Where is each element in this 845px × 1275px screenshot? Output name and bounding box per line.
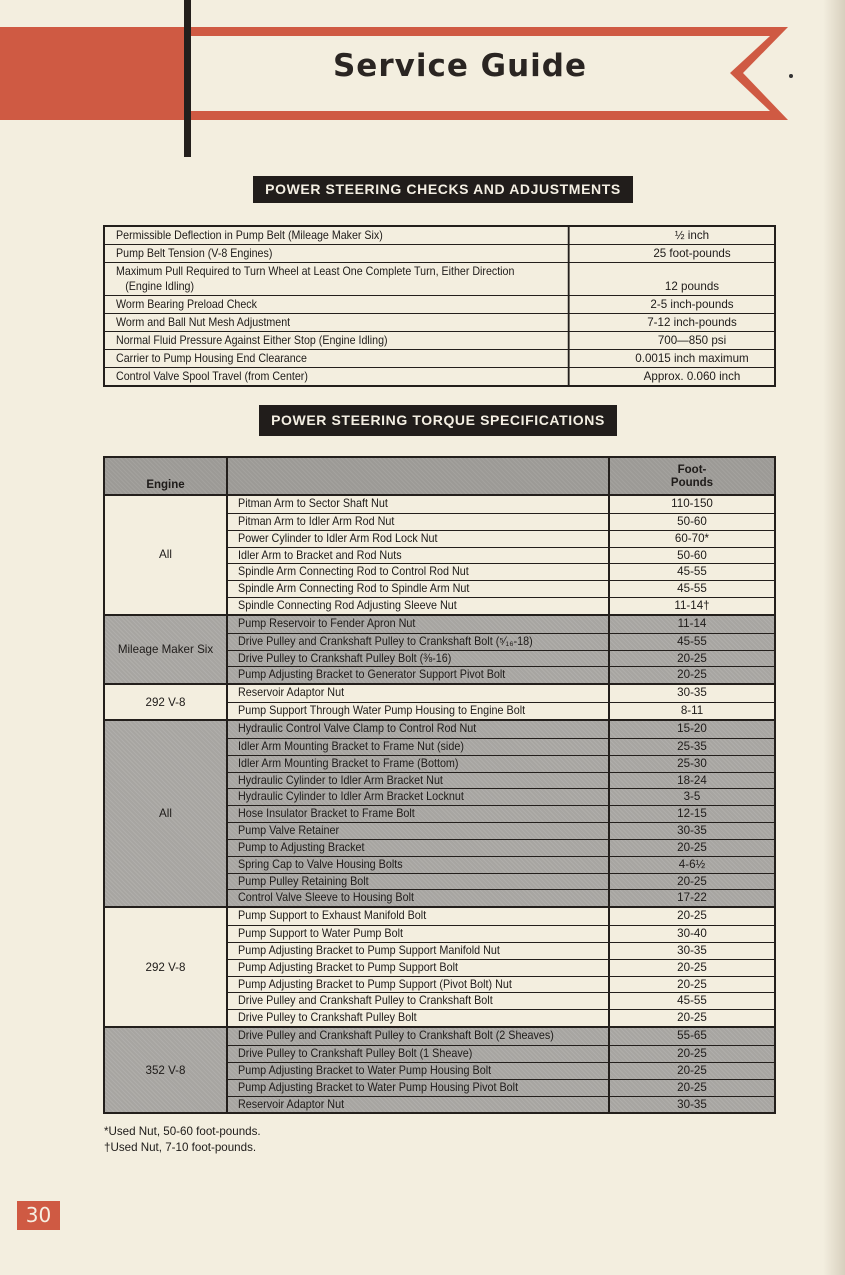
torque-row <box>228 616 774 633</box>
header-vertical-rule <box>184 0 191 157</box>
checks-row-label <box>105 350 570 367</box>
torque-row <box>228 1028 774 1045</box>
torque-row <box>228 1079 774 1096</box>
torque-item <box>228 634 610 650</box>
torque-item <box>228 598 610 614</box>
ink-dot <box>789 74 793 78</box>
torque-item-text: Idler Arm to Bracket and Rod Nuts <box>238 548 402 562</box>
torque-value: 3-5 <box>683 790 701 804</box>
torque-value: 30-35 <box>677 1097 707 1111</box>
torque-item-text: Idler Arm Mounting Bracket to Frame (Bottom) <box>238 756 459 770</box>
checks-row <box>105 244 774 262</box>
torque-value: 50-60 <box>677 548 707 562</box>
torque-value: 20-25 <box>677 909 707 923</box>
torque-item-text: Spring Cap to Valve Housing Bolts <box>238 857 403 871</box>
torque-item-text: Pump Adjusting Bracket to Generator Support Pivot Bolt <box>238 668 506 682</box>
checks-row-value: 700—850 psi <box>657 334 727 347</box>
torque-item-text: Spindle Arm Connecting Rod to Control Rod Nut <box>238 565 469 579</box>
torque-table <box>103 456 776 1114</box>
torque-value: 18-24 <box>677 773 707 787</box>
checks-label-text: Normal Fluid Pressure Against Either Stop (Engine Idling) <box>116 334 388 347</box>
torque-value: 30-40 <box>677 927 707 941</box>
col-ft-line1: Foot- <box>677 464 707 476</box>
col-description-header <box>228 458 610 494</box>
torque-item-text: Pump Support to Water Pump Bolt <box>238 927 404 941</box>
torque-row <box>228 1045 774 1062</box>
torque-value: 25-35 <box>677 739 707 753</box>
checks-row <box>105 227 774 244</box>
page-title: Service Guide <box>332 48 588 84</box>
engine-group <box>105 719 774 906</box>
checks-row-value: 0.0015 inch maximum <box>635 352 749 365</box>
torque-row <box>228 856 774 873</box>
torque-item <box>228 1046 610 1062</box>
checks-row-label <box>105 227 570 244</box>
checks-row-label <box>105 314 570 331</box>
torque-item <box>228 773 610 789</box>
torque-item-text: Hydraulic Control Valve Clamp to Control Rod Nut <box>238 721 477 735</box>
torque-value: 45-55 <box>677 565 707 579</box>
torque-row <box>228 1096 774 1113</box>
torque-item <box>228 943 610 959</box>
checks-row-label <box>105 245 570 262</box>
torque-item <box>228 874 610 890</box>
checks-row-value: 2-5 inch-pounds <box>650 298 734 311</box>
torque-value: 25-30 <box>677 756 707 770</box>
torque-row <box>228 513 774 530</box>
engine-group <box>105 614 774 683</box>
torque-item-text: Pump to Adjusting Bracket <box>238 840 365 854</box>
torque-value: 20-25 <box>677 840 707 854</box>
torque-item-text: Spindle Connecting Rod Adjusting Sleeve Nut <box>238 599 457 613</box>
torque-item <box>228 514 610 530</box>
torque-table-body <box>105 496 774 1112</box>
torque-item <box>228 1097 610 1113</box>
torque-value: 11-14 <box>677 616 707 630</box>
engine-group <box>105 683 774 719</box>
torque-item-text: Reservoir Adaptor Nut <box>238 686 345 700</box>
torque-row <box>228 959 774 976</box>
torque-item-text: Pump Adjusting Bracket to Water Pump Housing Bolt <box>238 1063 492 1077</box>
engine-label: All <box>105 496 228 614</box>
footnote-dagger: †Used Nut, 7-10 foot-pounds. <box>104 1141 257 1154</box>
torque-item <box>228 1080 610 1096</box>
torque-item <box>228 564 610 580</box>
checks-row-label <box>105 263 570 295</box>
torque-value: 55-65 <box>677 1029 707 1043</box>
torque-value: 12-15 <box>677 807 707 821</box>
torque-row <box>228 873 774 890</box>
footnotes <box>104 1124 261 1156</box>
torque-row <box>228 772 774 789</box>
checks-row <box>105 331 774 349</box>
torque-item-text: Pump Adjusting Bracket to Water Pump Housing Pivot Bolt <box>238 1080 519 1094</box>
checks-row-value: Approx. 0.060 inch <box>643 370 741 383</box>
torque-item-text: Pump Pulley Retaining Bolt <box>238 874 369 888</box>
torque-row <box>228 908 774 925</box>
torque-value: 60-70* <box>674 531 710 545</box>
banner-accent-left <box>0 27 188 120</box>
torque-item-text: Pump Adjusting Bracket to Pump Support (Pivot Bolt) Nut <box>238 977 512 991</box>
torque-value: 30-35 <box>677 943 707 957</box>
checks-label-text: Pump Belt Tension (V-8 Engines) <box>116 247 273 260</box>
torque-item-text: Pitman Arm to Idler Arm Rod Nut <box>238 514 395 528</box>
torque-item-text: Power Cylinder to Idler Arm Rod Lock Nut <box>238 531 438 545</box>
torque-item <box>228 685 610 702</box>
torque-item <box>228 651 610 667</box>
col-foot-pounds-header <box>610 458 774 494</box>
page-number: 30 <box>17 1201 60 1230</box>
torque-item-text: Pump Reservoir to Fender Apron Nut <box>238 616 416 630</box>
torque-item <box>228 977 610 993</box>
torque-value: 20-25 <box>677 1063 707 1077</box>
torque-row <box>228 755 774 772</box>
torque-item-text: Drive Pulley to Crankshaft Pulley Bolt (1 Sheave) <box>238 1047 473 1060</box>
torque-item-text: Hose Insulator Bracket to Frame Bolt <box>238 807 415 821</box>
engine-label: 292 V-8 <box>105 908 228 1026</box>
torque-row <box>228 580 774 597</box>
torque-item-text: Drive Pulley to Crankshaft Pulley Bolt (⅜-16) <box>238 651 452 665</box>
torque-value: 20-25 <box>677 1080 707 1094</box>
torque-value: 45-55 <box>677 582 707 596</box>
torque-value: 30-35 <box>677 686 707 700</box>
torque-heading: POWER STEERING TORQUE SPECIFICATIONS <box>259 405 617 436</box>
torque-value: 45-55 <box>677 634 707 648</box>
torque-item-text: Drive Pulley and Crankshaft Pulley to Crankshaft Bolt (⁵⁄₁₆-18) <box>238 634 533 648</box>
engine-label: 352 V-8 <box>105 1028 228 1112</box>
checks-row <box>105 349 774 367</box>
torque-item <box>228 993 610 1009</box>
torque-item-text: Pump Adjusting Bracket to Pump Support Manifold Nut <box>238 943 500 957</box>
checks-label-text: Control Valve Spool Travel (from Center) <box>116 370 308 383</box>
torque-table-header <box>105 458 774 496</box>
torque-value: 20-25 <box>677 1047 707 1060</box>
torque-item <box>228 756 610 772</box>
engine-group <box>105 1026 774 1112</box>
torque-item <box>228 703 610 719</box>
checks-row-value: 12 pounds <box>664 280 720 293</box>
torque-value: 11-14† <box>674 599 710 613</box>
torque-item <box>228 667 610 683</box>
torque-row <box>228 992 774 1009</box>
checks-row <box>105 313 774 331</box>
torque-value: 8-11 <box>680 704 704 718</box>
torque-item <box>228 926 610 942</box>
checks-table <box>103 225 776 387</box>
checks-row <box>105 367 774 385</box>
engine-label: Mileage Maker Six <box>105 616 228 683</box>
engine-group <box>105 496 774 614</box>
torque-row <box>228 788 774 805</box>
torque-item <box>228 789 610 805</box>
torque-item <box>228 857 610 873</box>
torque-item <box>228 890 610 906</box>
checks-row <box>105 262 774 295</box>
torque-item <box>228 721 610 738</box>
torque-value: 45-55 <box>677 994 707 1008</box>
torque-value: 110-150 <box>671 497 713 510</box>
checks-row-value: 7-12 inch-pounds <box>647 316 737 329</box>
torque-item <box>228 806 610 822</box>
checks-label-text: Worm Bearing Preload Check <box>116 298 257 311</box>
torque-row <box>228 547 774 564</box>
torque-row <box>228 702 774 719</box>
torque-item-text: Spindle Arm Connecting Rod to Spindle Arm Nut <box>238 582 470 596</box>
engine-group <box>105 906 774 1026</box>
torque-value: 17-22 <box>677 891 707 905</box>
torque-value: 50-60 <box>677 514 707 528</box>
torque-value: 20-25 <box>677 651 707 665</box>
torque-item <box>228 1010 610 1026</box>
checks-row-label <box>105 368 570 385</box>
checks-label-text: Worm and Ball Nut Mesh Adjustment <box>116 316 291 329</box>
col-engine-header: Engine <box>105 458 228 494</box>
torque-row <box>228 889 774 906</box>
torque-item-text: Drive Pulley and Crankshaft Pulley to Crankshaft Bolt <box>238 994 493 1008</box>
torque-row <box>228 530 774 547</box>
torque-item-text: Hydraulic Cylinder to Idler Arm Bracket Locknut <box>238 790 464 804</box>
checks-label-text: Permissible Deflection in Pump Belt (Mileage Maker Six) <box>116 229 383 242</box>
torque-row <box>228 1062 774 1079</box>
torque-value: 4-6½ <box>678 857 706 871</box>
torque-item-text: Pump Support Through Water Pump Housing to Engine Bolt <box>238 704 526 718</box>
torque-item-text: Hydraulic Cylinder to Idler Arm Bracket Nut <box>238 773 443 787</box>
torque-item <box>228 1063 610 1079</box>
torque-item <box>228 960 610 976</box>
checks-row-value: 25 foot-pounds <box>653 247 731 260</box>
torque-item <box>228 531 610 547</box>
torque-row <box>228 805 774 822</box>
torque-row <box>228 942 774 959</box>
torque-row <box>228 666 774 683</box>
checks-label-text-cont: (Engine Idling) <box>125 280 195 293</box>
torque-value: 30-35 <box>677 824 707 838</box>
torque-item <box>228 840 610 856</box>
torque-value: 20-25 <box>677 1011 707 1025</box>
torque-row <box>228 597 774 614</box>
checks-label-text: Maximum Pull Required to Turn Wheel at Least One Complete Turn, Either Direction <box>116 265 515 278</box>
torque-row <box>228 839 774 856</box>
torque-row <box>228 685 774 702</box>
checks-row-label <box>105 296 570 313</box>
torque-item <box>228 823 610 839</box>
torque-item-text: Reservoir Adaptor Nut <box>238 1097 345 1111</box>
col-ft-line2: Pounds <box>670 477 714 489</box>
footnote-asterisk: *Used Nut, 50-60 foot-pounds. <box>104 1125 261 1138</box>
checks-label-text: Carrier to Pump Housing End Clearance <box>116 352 307 365</box>
page-edge-shadow <box>823 0 845 1275</box>
checks-row <box>105 295 774 313</box>
engine-label: All <box>105 721 228 906</box>
torque-row <box>228 976 774 993</box>
engine-label: 292 V-8 <box>105 685 228 719</box>
torque-row <box>228 738 774 755</box>
torque-row <box>228 925 774 942</box>
checks-heading: POWER STEERING CHECKS AND ADJUSTMENTS <box>253 176 633 203</box>
torque-value: 15-20 <box>677 721 707 735</box>
torque-value: 20-25 <box>677 977 707 991</box>
checks-row-label <box>105 332 570 349</box>
torque-item-text: Control Valve Sleeve to Housing Bolt <box>238 891 415 905</box>
torque-item-text: Pump Support to Exhaust Manifold Bolt <box>238 909 427 923</box>
torque-item-text: Drive Pulley to Crankshaft Pulley Bolt <box>238 1011 417 1025</box>
torque-row <box>228 650 774 667</box>
torque-item <box>228 496 610 513</box>
torque-item <box>228 739 610 755</box>
torque-row <box>228 822 774 839</box>
torque-item <box>228 581 610 597</box>
torque-item-text: Drive Pulley and Crankshaft Pulley to Crankshaft Bolt (2 Sheaves) <box>238 1029 554 1043</box>
torque-item-text: Pump Adjusting Bracket to Pump Support Bolt <box>238 960 458 974</box>
torque-item-text: Idler Arm Mounting Bracket to Frame Nut (side) <box>238 739 464 753</box>
torque-item <box>228 616 610 633</box>
torque-item <box>228 1028 610 1045</box>
torque-row <box>228 496 774 513</box>
torque-item-text: Pitman Arm to Sector Shaft Nut <box>238 497 388 510</box>
torque-value: 20-25 <box>677 960 707 974</box>
torque-item-text: Pump Valve Retainer <box>238 824 340 838</box>
torque-item <box>228 548 610 564</box>
torque-row <box>228 633 774 650</box>
torque-row <box>228 1009 774 1026</box>
checks-row-value: ½ inch <box>674 229 710 242</box>
torque-item <box>228 908 610 925</box>
torque-row <box>228 563 774 580</box>
torque-value: 20-25 <box>677 668 707 682</box>
torque-row <box>228 721 774 738</box>
torque-value: 20-25 <box>677 874 707 888</box>
